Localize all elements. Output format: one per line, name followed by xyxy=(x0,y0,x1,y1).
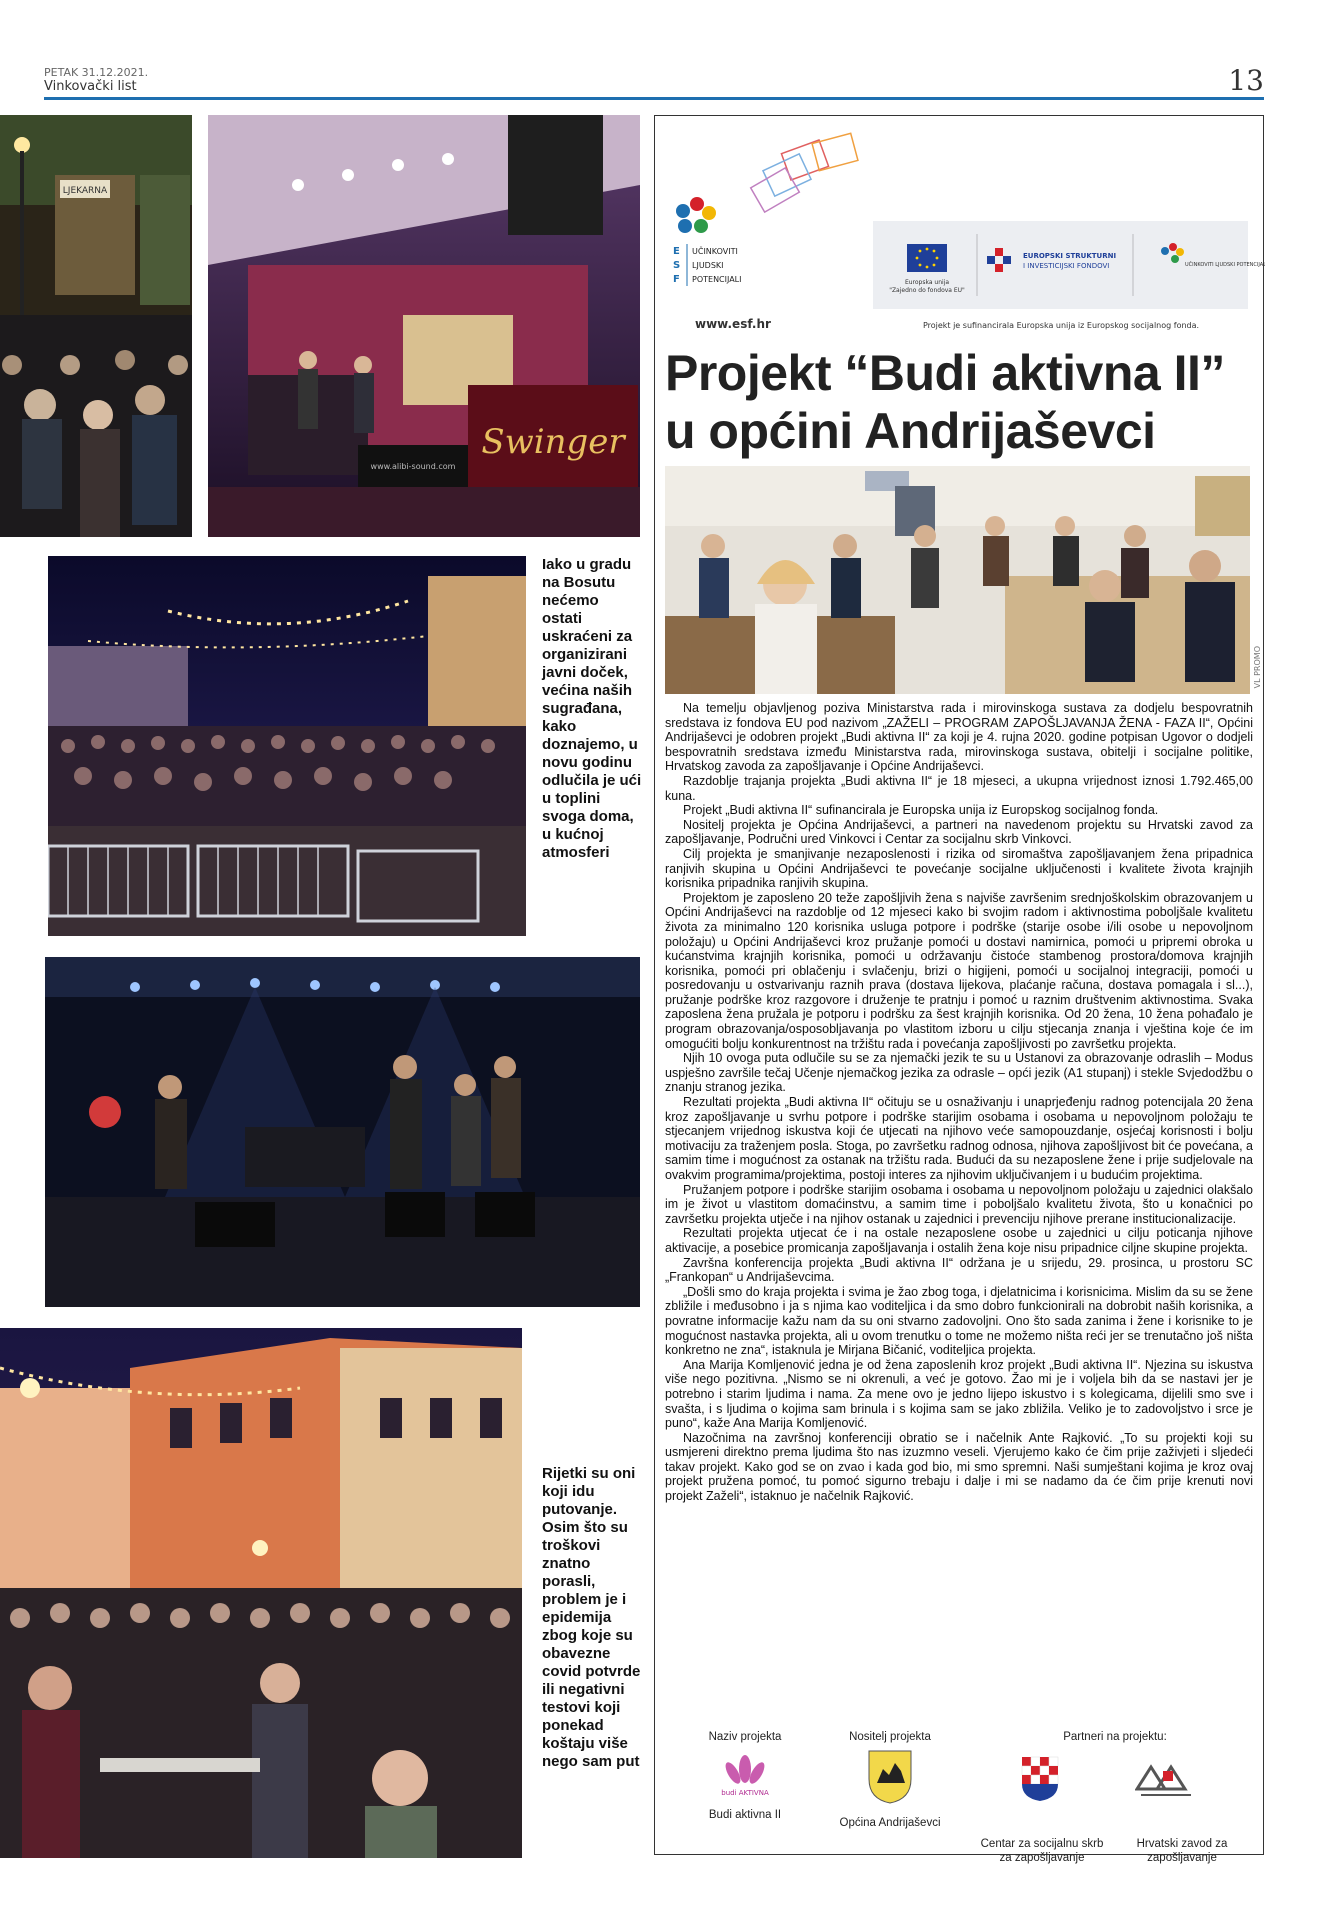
svg-text:UČINKOVITI LJUDSKI POTENCIJALI: UČINKOVITI LJUDSKI POTENCIJALI xyxy=(1185,262,1265,268)
page-number: 13 xyxy=(1228,64,1264,97)
esf-banner xyxy=(655,116,1263,336)
svg-text:UČINKOVITI: UČINKOVITI xyxy=(692,247,738,256)
photo-caption-first: Iako u gradu na Bosutu nećemo ostati uskraćeni za organizirani javni doček, većina naših sugrađana, kako doznajemo, u novu godinu odlučila je ući u toplini svoga doma, u kućnoj atmosferi xyxy=(542,556,642,861)
body-paragraph: Nositelj projekta je Općina Andrijaševci, a partneri na navedenom projektu su Hrvatski zavod za zapošljavanje, Područni ured Vinkovci i Centar za socijalnu skrb Vinkovci. xyxy=(665,817,1253,847)
article-headline xyxy=(665,344,1255,460)
esf-banner-graphic xyxy=(655,116,1265,336)
headline-line-2: u općini Andrijaševci xyxy=(665,403,1156,459)
body-paragraph: Projektom je zaposleno 20 teže zapošljivih žena s najviše završenim srednjoškolskim obrazovanjem u Općini Andrijaševci na razdoblje od 12 mjeseci kako bi svojim radom i aktivnostima poboljšale kvalitetu života za minimalno 120 korisnika usluga potpore i podrške (starije osobe i/ili osobe u nepovoljnom položaju) u Općini Andrijaševci kroz pružanje pomoći u dostavi namirnica, pomoći u pripremi obroka u kućanstvima krajnjih korisnika, pomoći u održavanju čistoće stambenog prostora/domova krajnjih korisnika, pomoći pri oblačenju i svlačenju, brizi o higijeni, pomoći u socijalnoj integraciji, pomoći u posredovanju u ostvarivanju raznih prava (dostava lijekova, plaćanje računa, dostava pomagala i sl...), pružanje podrške kroz razgovore i druženje te pratnju i pomoć u raznim društvenim aktivnostima. Svaka zaposlena žena pružala je potporu i podršku za šest krajnjih korisnika. Od 20 žena, 10 žena pohađalo je program obrazovanja/osposobljavanja po vlastitom izboru u cilju stjecanja znanja i vještina koje će im omogućiti bolju konkurentnost na tržištu rada i povećanja zapošljivosti po završetku projekta. xyxy=(665,890,1253,1051)
svg-text:S: S xyxy=(673,260,681,271)
andrijasevci-coat-of-arms-icon xyxy=(867,1749,913,1805)
svg-text:E: E xyxy=(673,246,680,257)
body-paragraph: Na temelju objavljenog poziva Ministarstva rada i mirovinskoga sustava za dodjelu bespovratnih sredstava iz fondova EU pod nazivom „ZAŽELI – PROGRAM ZAPOŠLJAVANJA ŽENA - FAZA II“, Općini Andrijaševci je odobren projekt „Budi aktivna II“ za koji je 4. rujna 2020. godine potpisan Ugovor o dodjeli bespovratnih sredstava između Ministarstva rada, mirovinskoga sustava, obitelji i socijalne politike, Hrvatskog zavoda za zapošljavanje i Općine Andrijaševci. xyxy=(665,701,1253,774)
body-paragraph: Njih 10 ovoga puta odlučile su se za njemački jezik te su u Ustanovi za obrazovanje odraslih – Modus uspješno završile tečaj Učenje njemačkog jezika za odrasle – opći jezik (A1 stupanj) i stekle Svjedodžbu o znanju stranog jezika. xyxy=(665,1051,1253,1095)
headline-line-1: Projekt “Budi aktivna II” xyxy=(665,345,1225,401)
project-name-label: Naziv projekta xyxy=(708,1731,782,1743)
svg-text:I INVESTICIJSKI FONDOVI: I INVESTICIJSKI FONDOVI xyxy=(1023,262,1110,270)
body-paragraph: Rezultati projekta „Budi aktivna II“ očituju se u osnaživanju i unaprjeđenju radnog potencijala 20 žena kroz zapošljavanje u svrhu potpore i podrške starijim osobama i osobama u nepovoljnom položaju te stjecanjem vrijednog iskustva koji će utjecati na njihovo veće samopouzdanje, osjećaj korisnosti i bolju motivaciju za traženjem posla. Stoga, po završetku radnog odnosa, njihova zapošljivost bit će povećana, a samim time i mogućnost za ostanak na tržištu rada. Budući da su nezaposlene žene i prije sudjelovale na ovakvim programima/projektima, postoji interes za njihovim uključivanjem i u budućim projektima. xyxy=(665,1095,1253,1182)
band-performing-photo xyxy=(45,957,640,1307)
esf-flower-icon xyxy=(676,197,716,233)
svg-text:LJEKARNA: LJEKARNA xyxy=(62,186,108,196)
body-paragraph: Ana Marija Komljenović jedna je od žena zaposlenih kroz projekt „Budi aktivna II“. Njezina su iskustva više nego pozitivna. „Nismo se ni okrenuli, a već je gotovo. Žao mi je i voljela bih da se nastavi jer je potrebno i starim ljudima i nama. Za mene ovo je jedno lijepo iskustvo i s kolegicama, dijelili smo sve i svašta, i s ljudima o kojima sam brinula i s kojima sam se jako zbližila. Veliko je to zadovoljstvo i srce je puno“, kaže Ana Marija Komljenović. xyxy=(665,1357,1253,1431)
square-crowd-photo xyxy=(48,556,526,936)
page-header xyxy=(44,62,1264,100)
svg-text:www.alibi-sound.com: www.alibi-sound.com xyxy=(370,462,456,471)
svg-text:Europska unija: Europska unija xyxy=(904,279,950,286)
project-logos-row xyxy=(655,1719,1263,1864)
svg-text:Projekt je sufinancirala Europ: Projekt je sufinancirala Europska unija iz Europskog socijalnog fonda. xyxy=(922,321,1200,330)
svg-text:www.esf.hr: www.esf.hr xyxy=(695,317,771,331)
body-paragraph: Cilj projekta je smanjivanje nezaposlenosti i rizika od siromaštva zapošljavanjem žena pripadnica ranjivih skupina u Općini Andrijaševci te povećanje socijalne uključenosti i kvalitete života krajnjih korisnika pripadnika ranjivih skupina. xyxy=(665,846,1253,891)
concert-stage-photo xyxy=(208,115,640,537)
hzz-logo-icon xyxy=(1135,1759,1195,1799)
svg-text:"Zajedno do fondova EU": "Zajedno do fondova EU" xyxy=(889,287,965,294)
partner-one-name: Centar za socijalnu skrb za zapošljavanje xyxy=(980,1838,1104,1864)
svg-text:EUROPSKI STRUKTURNI: EUROPSKI STRUKTURNI xyxy=(1023,252,1117,260)
partner-two-name: Hrvatski zavod za zapošljavanje xyxy=(1136,1838,1228,1864)
publication-name: Vinkovački list xyxy=(44,79,137,94)
body-paragraph: Nazočnima na završnoj konferenciji obratio se i načelnik Ante Rajković. „To su projekti koji su usmjereni direktno prema ljudima što nas izuzmno veseli. Vjerujemo kako će čim prije zaživjeti i sljedeći takav projekt. Kako god se on zvao i kada god bio, mi smo spremni. Naši sumještani kojima je kroz ovaj projekt pružena pomoć, tu pomoć sigurno trebaju i dalje i mi se nadamo da će čim prije krenuti novi projekt Zaželi“, istaknuo je načelnik Rajković. xyxy=(665,1430,1253,1504)
svg-text:POTENCIJALI: POTENCIJALI xyxy=(692,275,742,284)
photo-credit: VL PROMO xyxy=(1253,646,1262,689)
body-paragraph: Projekt „Budi aktivna II“ sufinancirala je Europska unija iz Europskog socijalnog fonda. xyxy=(683,803,1159,818)
issue-date: PETAK 31.12.2021. xyxy=(44,66,149,79)
body-paragraph: Rezultati projekta utjecat će i na ostale nezaposlene osobe u zajednici u cilju poticanja njihove aktivacije, a posebice promicanja zapošljavanja i ostalih žena koje nisu pripadnice ciljne skupine projekta. xyxy=(665,1226,1253,1255)
svg-text:LJUDSKI: LJUDSKI xyxy=(692,261,724,270)
svg-text:F: F xyxy=(673,274,680,285)
svg-text:budi AKTIVNA: budi AKTIVNA xyxy=(721,1789,769,1797)
conference-photo xyxy=(665,466,1250,694)
budi-aktivna-logo-icon xyxy=(713,1751,777,1803)
partners-label: Partneri na projektu: xyxy=(1063,1731,1167,1743)
project-name: Budi aktivna II xyxy=(708,1809,782,1821)
article-body xyxy=(665,701,1253,1504)
body-paragraph: Završna konferencija projekta „Budi aktivna II“ održana je u srijedu, 29. prosinca, u prostoru SC „Frankopan“ u Andrijaševcima. xyxy=(665,1255,1253,1285)
croatian-checkerboard-icon xyxy=(1017,1753,1063,1803)
body-paragraph: Razdoblje trajanja projekta „Budi aktivna II“ je 18 mjeseci, a ukupna vrijednost iznosi 1.792.465,00 kuna. xyxy=(665,773,1253,803)
crowd-street-photo xyxy=(0,115,192,537)
svg-text:Swinger: Swinger xyxy=(481,422,625,462)
article-box xyxy=(654,115,1265,1864)
holder-label: Nositelj projekta xyxy=(849,1731,931,1743)
body-paragraph: Pružanjem potpore i podrške starijim osobama i osobama u nepovoljnom položaju u zajednici olakšalo im je život u vlastitom domaćinstvu, a samim time i poboljšalo kvalitetu života, što u konačnici po završetku projekta utječe i na njihov ostanak u zajednici i prevenciju njihove prerane institucionalizacije. xyxy=(665,1182,1253,1226)
photo-caption-second: Rijetki su oni koji idu putovanje. Osim što su troškovi znatno porasli, problem je i epidemija zbog koje su obavezne covid potvrde ili negativni testovi koji ponekad koštaju više nego sam put xyxy=(542,1465,641,1770)
street-crowd-photo xyxy=(0,1328,522,1858)
body-paragraph: „Došli smo do kraja projekta i svima je žao zbog toga, i djelatnicima i korisnicima. Mislim da su se žene zbližile i međusobno i ja s njima kao voditeljica i da smo dobro funkcionirali na dobrobit naših korisnika, a povratne informacije kažu nam da su oni stvarno zadovoljni. Ono što sada zanima i žene i korisnike to je mogućnost nastavka projekta, ali u ovom trenutku o tome ne možemo ništa reći jer se trenutačno još ništa konkretno ne zna“, istaknula je Mirjana Bičanić, voditeljica projekta. xyxy=(665,1284,1253,1358)
holder-name: Općina Andrijaševci xyxy=(839,1817,941,1829)
